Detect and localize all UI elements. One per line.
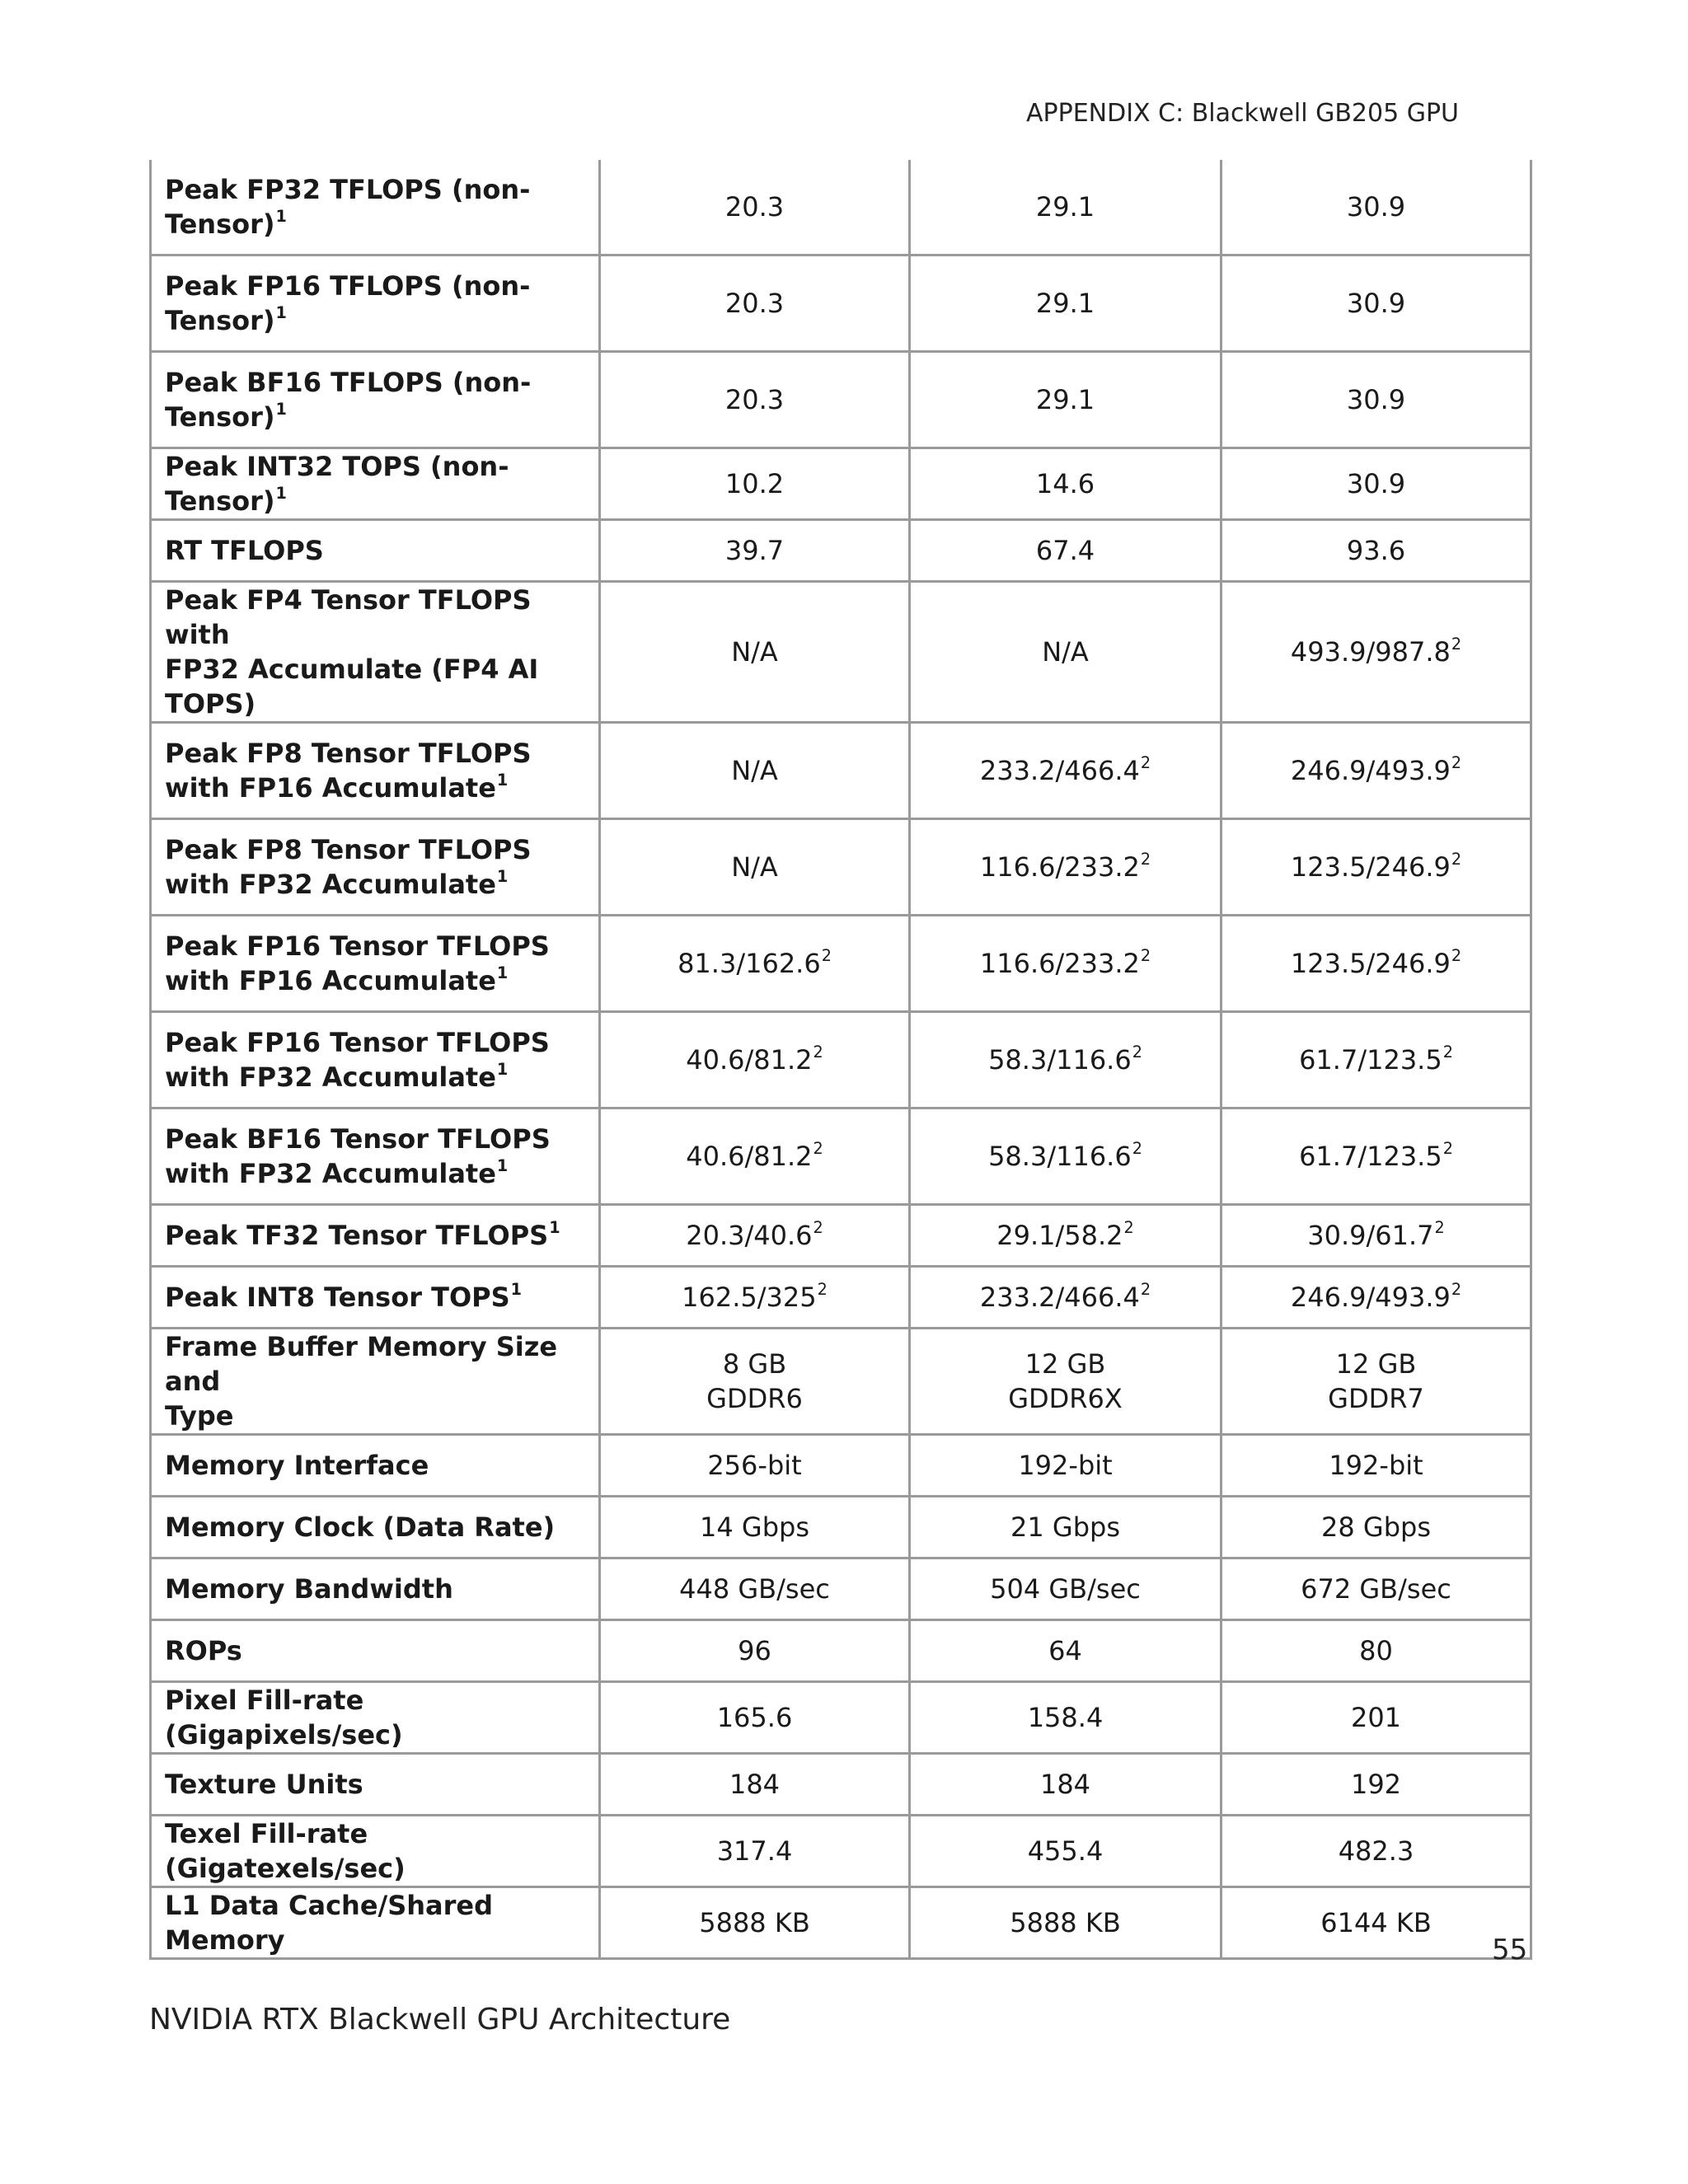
cell-value: 8 GB: [722, 1348, 787, 1380]
value-cell: [600, 352, 910, 448]
row-label-text: Peak BF16 TFLOPS (non- Tensor): [165, 367, 532, 433]
row-label-text: Peak FP16 Tensor TFLOPS with FP32 Accumulate: [165, 1027, 550, 1093]
cell-value: 39.7: [724, 535, 785, 566]
row-label: [151, 1205, 600, 1267]
row-label: [151, 582, 600, 723]
row-label-text: Peak FP8 Tensor TFLOPS with FP32 Accumulate: [165, 834, 532, 900]
value-cell: [1221, 1205, 1531, 1267]
table-row: [151, 1267, 1531, 1329]
value-cell: [1221, 723, 1531, 819]
cell-value: 64: [1048, 1635, 1082, 1666]
value-cell: [1221, 1887, 1531, 1959]
row-label-text: Peak FP4 Tensor TFLOPS with FP32 Accumulate (FP4 AI TOPS): [165, 584, 539, 719]
value-cell: [1221, 1267, 1531, 1329]
cell-value: 116.6/233.2: [979, 851, 1140, 883]
cell-value: 504 GB/sec: [990, 1573, 1141, 1605]
value-cell: [910, 352, 1221, 448]
row-label-text: Peak FP16 TFLOPS (non- Tensor): [165, 270, 531, 336]
value-cell: [1221, 160, 1531, 255]
value-cell: [600, 1887, 910, 1959]
row-label: [151, 448, 600, 520]
cell-value: 30.9: [1346, 288, 1406, 319]
spec-table-body: [151, 160, 1531, 1959]
value-cell: [1221, 1682, 1531, 1754]
cell-value: 158.4: [1027, 1702, 1104, 1733]
cell-value: 192-bit: [1329, 1450, 1423, 1481]
table-row: [151, 520, 1531, 582]
row-label-text: Peak FP32 TFLOPS (non- Tensor): [165, 174, 531, 240]
value-cell: [1221, 582, 1531, 723]
row-label-text: Frame Buffer Memory Size and Type: [165, 1331, 558, 1432]
footnote-marker: 2: [1451, 849, 1462, 869]
row-label: [151, 916, 600, 1012]
row-label: [151, 1816, 600, 1887]
cell-value: 58.3/116.6: [988, 1141, 1132, 1172]
footnote-marker: 2: [1132, 1042, 1142, 1062]
value-cell: [910, 1108, 1221, 1205]
cell-value: 14.6: [1035, 468, 1095, 499]
cell-value: 30.9: [1346, 468, 1406, 499]
value-cell: [910, 1329, 1221, 1435]
value-cell: [600, 723, 910, 819]
value-cell: [1221, 1816, 1531, 1887]
value-cell: [600, 582, 910, 723]
table-row: [151, 160, 1531, 255]
cell-value: 30.9/61.7: [1307, 1220, 1434, 1251]
value-cell: [1221, 1497, 1531, 1558]
footnote-marker: 1: [496, 770, 509, 790]
row-label-text: Texture Units: [165, 1769, 363, 1800]
cell-value: 29.1: [1035, 288, 1095, 319]
table-row: [151, 1108, 1531, 1205]
value-cell: [1221, 916, 1531, 1012]
cell-value: N/A: [731, 636, 778, 668]
value-cell: [910, 448, 1221, 520]
table-row: [151, 448, 1531, 520]
value-cell: [600, 1012, 910, 1108]
cell-value: 96: [738, 1635, 771, 1666]
cell-value: 40.6/81.2: [686, 1141, 813, 1172]
footnote-marker: 1: [496, 866, 509, 886]
table-row: [151, 1620, 1531, 1682]
cell-value: 5888 KB: [699, 1907, 810, 1938]
footnote-marker: 2: [817, 1279, 828, 1299]
cell-value: 493.9/987.8: [1290, 636, 1451, 668]
cell-value: 14 Gbps: [700, 1511, 809, 1543]
footnote-marker: 2: [1132, 1138, 1142, 1158]
value-cell: [910, 819, 1221, 916]
footnote-marker: 1: [510, 1279, 522, 1299]
cell-value: 116.6/233.2: [979, 948, 1140, 979]
footnote-marker: 1: [496, 963, 509, 982]
footnote-marker: 2: [1442, 1042, 1453, 1062]
table-row: [151, 1682, 1531, 1754]
cell-value: 233.2/466.4: [979, 1282, 1140, 1313]
row-label-text: Peak INT8 Tensor TOPS: [165, 1282, 510, 1313]
footnote-marker: 2: [1451, 634, 1462, 654]
footnote-marker: 2: [813, 1138, 823, 1158]
footnote-marker: 1: [549, 1217, 560, 1237]
row-label-text: L1 Data Cache/Shared Memory: [165, 1890, 494, 1956]
cell-value: 20.3: [724, 288, 785, 319]
table-row: [151, 1435, 1531, 1497]
cell-value: 192-bit: [1018, 1450, 1113, 1481]
value-cell: [910, 1012, 1221, 1108]
value-cell: [910, 1754, 1221, 1816]
value-cell: [600, 1497, 910, 1558]
row-label-text: Peak FP16 Tensor TFLOPS with FP16 Accumulate: [165, 930, 550, 996]
value-cell: [600, 1205, 910, 1267]
row-label-text: Memory Interface: [165, 1450, 429, 1481]
table-row: [151, 1754, 1531, 1816]
cell-value-memory-type: GDDR6X: [1008, 1383, 1123, 1414]
cell-value: 12 GB: [1335, 1348, 1417, 1380]
row-label: [151, 1012, 600, 1108]
footnote-marker: 2: [1123, 1217, 1134, 1237]
row-label-text: Memory Clock (Data Rate): [165, 1511, 556, 1543]
value-cell: [1221, 1108, 1531, 1205]
cell-value: 29.1: [1035, 384, 1095, 415]
row-label-text: Memory Bandwidth: [165, 1573, 453, 1605]
cell-value-memory-type: GDDR6: [706, 1383, 803, 1414]
table-row: [151, 1816, 1531, 1887]
value-cell: [1221, 520, 1531, 582]
table-row: [151, 1205, 1531, 1267]
footnote-marker: 2: [813, 1217, 823, 1237]
value-cell: [910, 520, 1221, 582]
footnote-marker: 2: [1140, 752, 1151, 772]
page-number: 55: [1492, 1933, 1528, 1966]
value-cell: [600, 160, 910, 255]
value-cell: [1221, 1435, 1531, 1497]
table-row: [151, 1329, 1531, 1435]
footnote-marker: 1: [275, 206, 287, 226]
cell-value: 246.9/493.9: [1290, 1282, 1451, 1313]
cell-value: N/A: [731, 851, 778, 883]
value-cell: [1221, 255, 1531, 352]
row-label-text: RT TFLOPS: [165, 535, 324, 566]
value-cell: [910, 723, 1221, 819]
footnote-marker: 2: [821, 945, 832, 965]
footnote-marker: 1: [496, 1059, 509, 1079]
value-cell: [600, 1682, 910, 1754]
value-cell: [910, 916, 1221, 1012]
cell-value: 58.3/116.6: [988, 1044, 1132, 1076]
value-cell: [1221, 1620, 1531, 1682]
cell-value: 6144 KB: [1320, 1907, 1432, 1938]
value-cell: [600, 255, 910, 352]
cell-value: 10.2: [724, 468, 785, 499]
cell-value: 20.3: [724, 384, 785, 415]
row-label-text: Peak BF16 Tensor TFLOPS with FP32 Accumulate: [165, 1123, 551, 1189]
cell-value: N/A: [1042, 636, 1089, 668]
value-cell: [600, 1108, 910, 1205]
value-cell: [910, 1497, 1221, 1558]
row-label: [151, 1435, 600, 1497]
row-label: [151, 723, 600, 819]
running-header: APPENDIX C: Blackwell GB205 GPU: [1026, 99, 1460, 128]
value-cell: [600, 819, 910, 916]
value-cell: [600, 1816, 910, 1887]
footnote-marker: 1: [275, 302, 287, 322]
table-row: [151, 352, 1531, 448]
table-row: [151, 1887, 1531, 1959]
cell-value: 201: [1350, 1702, 1402, 1733]
row-label-text: Peak FP8 Tensor TFLOPS with FP16 Accumulate: [165, 738, 532, 804]
cell-value: 672 GB/sec: [1301, 1573, 1451, 1605]
value-cell: [1221, 1012, 1531, 1108]
footnote-marker: 2: [1442, 1138, 1453, 1158]
cell-value: 81.3/162.6: [678, 948, 821, 979]
cell-value: 482.3: [1338, 1835, 1414, 1867]
cell-value: 29.1: [1035, 191, 1095, 223]
row-label-text: Pixel Fill-rate (Gigapixels/sec): [165, 1685, 403, 1750]
value-cell: [910, 1558, 1221, 1620]
table-row: [151, 1558, 1531, 1620]
cell-value: 5888 KB: [1010, 1907, 1121, 1938]
value-cell: [910, 1682, 1221, 1754]
footnote-marker: 1: [496, 1155, 509, 1175]
value-cell: [910, 1816, 1221, 1887]
row-label-text: ROPs: [165, 1635, 242, 1666]
cell-value: 192: [1350, 1769, 1402, 1800]
value-cell: [910, 1435, 1221, 1497]
value-cell: [600, 916, 910, 1012]
cell-value: 20.3/40.6: [686, 1220, 813, 1251]
cell-value: 40.6/81.2: [686, 1044, 813, 1076]
value-cell: [1221, 352, 1531, 448]
cell-value: 184: [729, 1769, 781, 1800]
cell-value: 93.6: [1346, 535, 1406, 566]
cell-value: 61.7/123.5: [1299, 1141, 1442, 1172]
cell-value: 455.4: [1027, 1835, 1104, 1867]
cell-value: 21 Gbps: [1010, 1511, 1120, 1543]
value-cell: [1221, 448, 1531, 520]
table-row: [151, 1497, 1531, 1558]
cell-value: 233.2/466.4: [979, 755, 1140, 786]
cell-value: 165.6: [716, 1702, 793, 1733]
value-cell: [600, 1754, 910, 1816]
table-row: [151, 582, 1531, 723]
cell-value: 30.9: [1346, 191, 1406, 223]
value-cell: [600, 520, 910, 582]
row-label: [151, 819, 600, 916]
row-label: [151, 160, 600, 255]
value-cell: [910, 255, 1221, 352]
value-cell: [910, 1205, 1221, 1267]
value-cell: [600, 1620, 910, 1682]
table-row: [151, 819, 1531, 916]
table-row: [151, 723, 1531, 819]
row-label-text: Peak INT32 TOPS (non-Tensor): [165, 451, 509, 517]
cell-value: 123.5/246.9: [1290, 851, 1451, 883]
value-cell: [600, 1435, 910, 1497]
footnote-marker: 2: [1434, 1217, 1445, 1237]
cell-value: 256-bit: [707, 1450, 802, 1481]
footnote-marker: 2: [1451, 1279, 1462, 1299]
footnote-marker: 1: [275, 399, 287, 419]
row-label: [151, 1887, 600, 1959]
value-cell: [1221, 1329, 1531, 1435]
row-label: [151, 1329, 600, 1435]
row-label: [151, 1620, 600, 1682]
cell-value-memory-type: GDDR7: [1328, 1383, 1424, 1414]
table-row: [151, 255, 1531, 352]
cell-value: 30.9: [1346, 384, 1406, 415]
cell-value: 12 GB: [1025, 1348, 1106, 1380]
value-cell: [600, 1267, 910, 1329]
footnote-marker: 2: [1451, 752, 1462, 772]
row-label-text: Peak TF32 Tensor TFLOPS: [165, 1220, 549, 1251]
cell-value: 29.1/58.2: [996, 1220, 1123, 1251]
row-label: [151, 1108, 600, 1205]
document-title: NVIDIA RTX Blackwell GPU Architecture: [149, 2003, 731, 2036]
table-row: [151, 916, 1531, 1012]
cell-value: 28 Gbps: [1321, 1511, 1431, 1543]
footnote-marker: 2: [813, 1042, 823, 1062]
value-cell: [600, 1558, 910, 1620]
cell-value: 317.4: [716, 1835, 793, 1867]
cell-value: 123.5/246.9: [1290, 948, 1451, 979]
row-label: [151, 1497, 600, 1558]
footnote-marker: 2: [1140, 1279, 1151, 1299]
gpu-spec-table: [149, 160, 1532, 1960]
footnote-marker: 2: [1140, 849, 1151, 869]
value-cell: [910, 1887, 1221, 1959]
row-label: [151, 1754, 600, 1816]
row-label: [151, 1267, 600, 1329]
row-label-text: Texel Fill-rate (Gigatexels/sec): [165, 1818, 406, 1884]
value-cell: [910, 160, 1221, 255]
cell-value: N/A: [731, 755, 778, 786]
cell-value: 80: [1359, 1635, 1393, 1666]
value-cell: [600, 1329, 910, 1435]
row-label: [151, 352, 600, 448]
value-cell: [1221, 819, 1531, 916]
row-label: [151, 255, 600, 352]
row-label: [151, 1682, 600, 1754]
cell-value: 184: [1039, 1769, 1091, 1800]
value-cell: [910, 1267, 1221, 1329]
footnote-marker: 2: [1451, 945, 1462, 965]
value-cell: [910, 582, 1221, 723]
cell-value: 448 GB/sec: [679, 1573, 830, 1605]
cell-value: 67.4: [1035, 535, 1095, 566]
footnote-marker: 1: [275, 483, 287, 503]
footnote-marker: 2: [1140, 945, 1151, 965]
cell-value: 162.5/325: [682, 1282, 817, 1313]
value-cell: [1221, 1558, 1531, 1620]
value-cell: [1221, 1754, 1531, 1816]
value-cell: [910, 1620, 1221, 1682]
table-row: [151, 1012, 1531, 1108]
value-cell: [600, 448, 910, 520]
row-label: [151, 520, 600, 582]
cell-value: 61.7/123.5: [1299, 1044, 1442, 1076]
cell-value: 20.3: [724, 191, 785, 223]
row-label: [151, 1558, 600, 1620]
cell-value: 246.9/493.9: [1290, 755, 1451, 786]
